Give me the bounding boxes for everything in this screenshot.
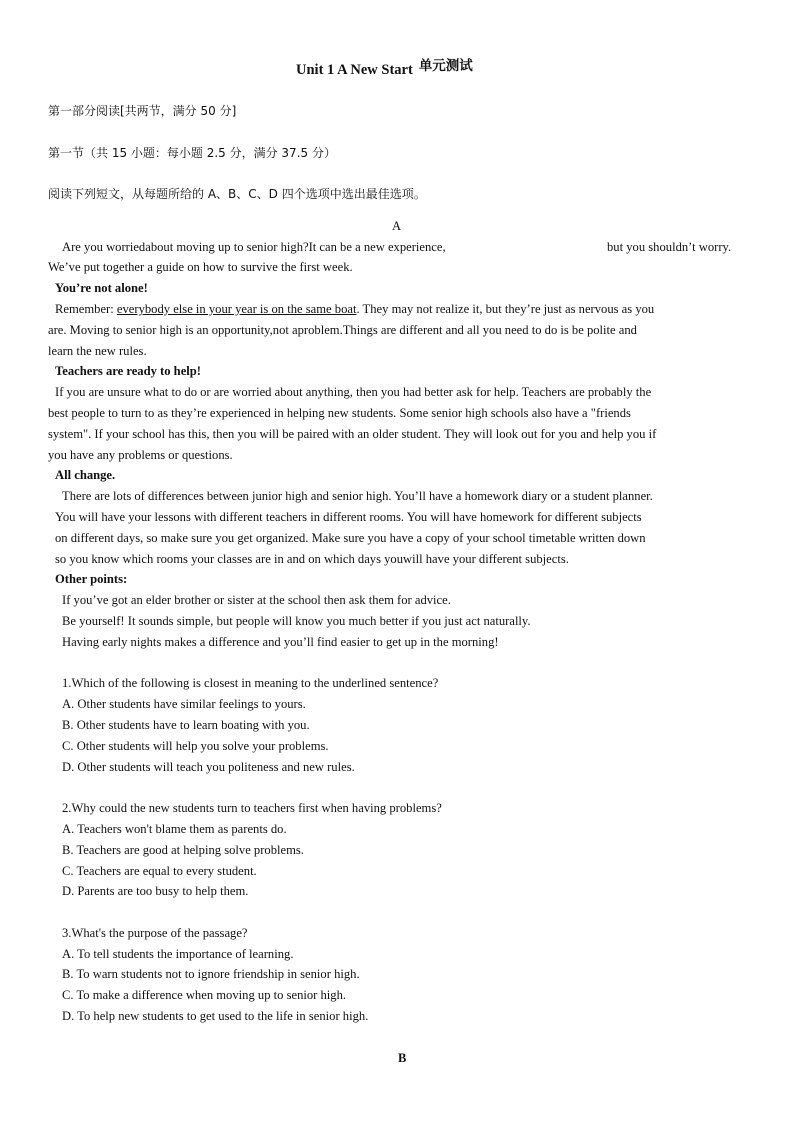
question-3-option-a: A. To tell students the importance of learning.	[62, 947, 294, 961]
paragraph-1-line-2: are. Moving to senior high is an opportunity,not aproblem.Things are different and all you need to do is be polite and	[48, 323, 637, 337]
question-1-option-a: A. Other students have similar feelings to yours.	[62, 697, 306, 711]
paragraph-2-line-1: If you are unsure what to do or are worried about anything, then you had better ask for help. Teachers are probably the	[55, 385, 652, 399]
heading-teachers-help: Teachers are ready to help!	[55, 364, 201, 378]
question-2-stem: 2.Why could the new students turn to teachers first when having problems?	[62, 801, 442, 815]
question-1-option-b: B. Other students have to learn boating with you.	[62, 718, 310, 732]
heading-all-change: All change.	[55, 468, 116, 482]
intro-line-1b: but you shouldn’t worry.	[607, 240, 732, 254]
paragraph-2-line-3: system". If your school has this, then you will be paired with an older student. They will look out for you and help you if	[48, 427, 657, 441]
passage-a-label: A	[392, 219, 402, 233]
title-chinese: 单元测试	[418, 58, 473, 74]
question-1-option-c: C. Other students will help you solve your problems.	[62, 739, 329, 753]
question-2-option-d: D. Parents are too busy to help them.	[62, 884, 249, 898]
question-3-option-c: C. To make a difference when moving up to senior high.	[62, 988, 347, 1002]
question-2-option-b: B. Teachers are good at helping solve problems.	[62, 843, 304, 857]
p1-suffix: . They may not realize it, but they’re just as nervous as you	[356, 302, 655, 316]
paragraph-3-line-2: You will have your lessons with different teachers in different rooms. You will have homework for different subjects	[55, 510, 642, 524]
instructions: 阅读下列短文，从每题所给的 A、B、C、D 四个选项中选出最佳选项。	[48, 187, 426, 201]
title-english: Unit 1 A New Start	[296, 62, 413, 78]
page-title	[296, 58, 473, 78]
underlined-sentence: everybody else in your year is on the same boat	[116, 302, 357, 316]
paragraph-1-line-3: learn the new rules.	[48, 344, 147, 358]
question-1-option-d: D. Other students will teach you politeness and new rules.	[62, 760, 355, 774]
paragraph-2-line-2: best people to turn to as they’re experienced in helping new students. Some senior high schools also have a "friends	[48, 406, 631, 420]
p1-prefix: Remember:	[55, 302, 117, 316]
question-3-option-d: D. To help new students to get used to the life in senior high.	[62, 1009, 369, 1023]
intro-line-1a: Are you worriedabout moving up to senior high?It can be a new experience,	[62, 240, 446, 254]
other-point-2: Be yourself! It sounds simple, but people will know you much better if you just act naturally.	[62, 614, 531, 628]
section-heading: 第一节（共 15 小题：每小题 2.5 分，满分 37.5 分）	[48, 146, 336, 160]
other-point-1: If you’ve got an elder brother or sister at the school then ask them for advice.	[62, 593, 451, 607]
paragraph-3-line-4: so you know which rooms your classes are in and on which days youwill have your different subjects.	[55, 552, 569, 566]
heading-not-alone: You’re not alone!	[55, 281, 148, 295]
question-2-option-a: A. Teachers won't blame them as parents do.	[62, 822, 287, 836]
paragraph-3-line-1: There are lots of differences between junior high and senior high. You’ll have a homework diary or a student planner.	[62, 489, 653, 503]
paragraph-1-line-1	[55, 301, 654, 317]
question-3-option-b: B. To warn students not to ignore friendship in senior high.	[62, 967, 360, 981]
intro-line-2: We’ve put together a guide on how to survive the first week.	[48, 260, 353, 274]
passage-b-label: B	[398, 1051, 407, 1065]
paragraph-2-line-4: you have any problems or questions.	[48, 448, 233, 462]
other-point-3: Having early nights makes a difference and you’ll find easier to get up in the morning!	[62, 635, 499, 649]
part-heading: 第一部分阅读[共两节，满分 50 分]	[48, 104, 237, 118]
paragraph-3-line-3: on different days, so make sure you get organized. Make sure you have a copy of your school timetable written down	[55, 531, 646, 545]
question-3-stem: 3.What's the purpose of the passage?	[62, 926, 248, 940]
question-1-stem: 1.Which of the following is closest in meaning to the underlined sentence?	[62, 676, 439, 690]
question-2-option-c: C. Teachers are equal to every student.	[62, 864, 257, 878]
heading-other-points: Other points:	[55, 572, 128, 586]
